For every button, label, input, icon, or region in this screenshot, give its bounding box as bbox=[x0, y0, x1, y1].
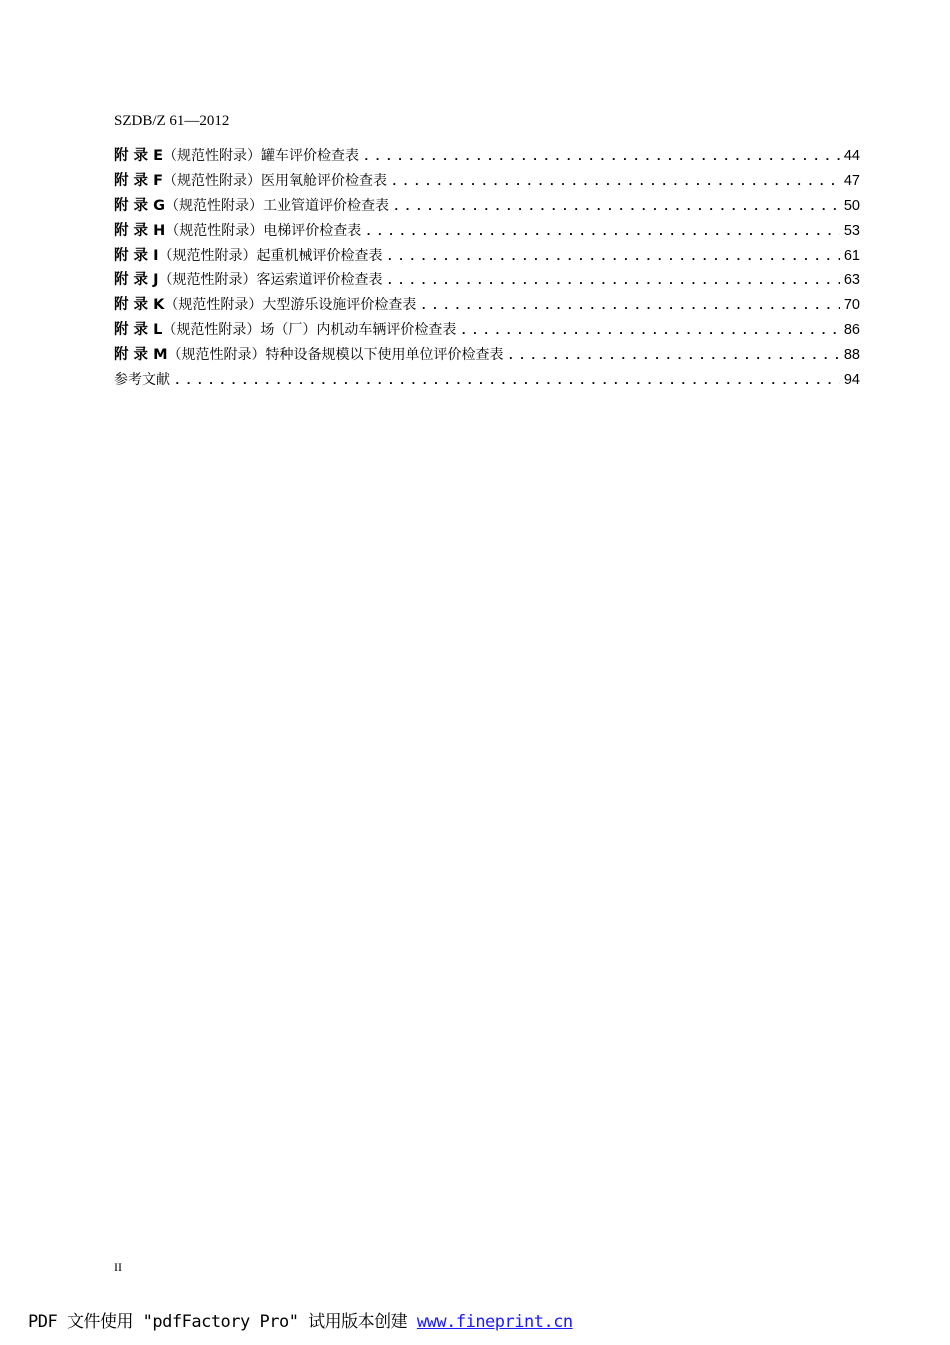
toc-entry-title: （规范性附录）客运索道评价检查表 bbox=[158, 272, 383, 289]
toc-entry-title: （规范性附录）场（厂）内机动车辆评价检查表 bbox=[162, 322, 457, 339]
dot-leader bbox=[393, 198, 840, 212]
dot-leader bbox=[174, 372, 840, 386]
watermark-link[interactable]: www.fineprint.cn bbox=[416, 1312, 573, 1332]
toc-entry[interactable] bbox=[114, 244, 860, 269]
toc-entry-page: 61 bbox=[843, 247, 860, 264]
toc-entry[interactable] bbox=[114, 293, 860, 318]
toc-entry-prefix: 附 录 M bbox=[114, 347, 168, 364]
toc-entry-title: （规范性附录）医用氧舱评价检查表 bbox=[163, 172, 388, 189]
toc-entry-prefix: 附 录 F bbox=[114, 172, 164, 189]
toc-entry-prefix: 附 录 H bbox=[114, 222, 166, 239]
table-of-contents bbox=[114, 144, 860, 393]
toc-entry-prefix: 附 录 L bbox=[114, 322, 163, 339]
page-number: II bbox=[114, 1260, 122, 1274]
pdf-watermark bbox=[28, 1307, 573, 1332]
toc-entry-page: 63 bbox=[843, 272, 860, 289]
dot-leader bbox=[508, 347, 840, 361]
watermark-text: PDF 文件使用 "pdfFactory Pro" 试用版本创建 bbox=[28, 1312, 417, 1332]
toc-entry[interactable] bbox=[114, 268, 860, 293]
toc-entry[interactable] bbox=[114, 194, 860, 219]
toc-entry-prefix: 附 录 I bbox=[114, 247, 159, 264]
dot-leader bbox=[387, 248, 840, 262]
dot-leader bbox=[391, 173, 840, 187]
dot-leader bbox=[365, 223, 840, 237]
toc-entry[interactable] bbox=[114, 318, 860, 343]
toc-entry[interactable] bbox=[114, 169, 860, 194]
toc-entry-title: 参考文献 bbox=[114, 372, 170, 389]
toc-entry-title: （规范性附录）工业管道评价检查表 bbox=[165, 197, 389, 214]
toc-entry-page: 86 bbox=[843, 322, 860, 339]
toc-entry-prefix: 附 录 J bbox=[114, 272, 159, 289]
document-code: SZDB/Z 61—2012 bbox=[114, 113, 230, 129]
toc-entry[interactable] bbox=[114, 219, 860, 244]
toc-entry-references[interactable] bbox=[114, 368, 860, 393]
dot-leader bbox=[460, 322, 840, 336]
toc-entry-page: 70 bbox=[843, 297, 860, 314]
toc-entry-page: 94 bbox=[843, 372, 860, 389]
toc-entry-title: （规范性附录）罐车评价检查表 bbox=[163, 148, 360, 164]
toc-entry-page: 88 bbox=[843, 347, 860, 364]
toc-entry-title: （规范性附录）电梯评价检查表 bbox=[165, 222, 362, 239]
toc-entry-page: 53 bbox=[843, 222, 860, 239]
toc-entry-page: 47 bbox=[843, 172, 860, 189]
toc-entry-title: （规范性附录）特种设备规模以下使用单位评价检查表 bbox=[167, 347, 504, 364]
toc-entry[interactable] bbox=[114, 343, 860, 368]
toc-entry-title: （规范性附录）大型游乐设施评价检查表 bbox=[164, 297, 417, 314]
toc-entry-prefix: 附 录 E bbox=[114, 148, 164, 164]
toc-entry-page: 44 bbox=[843, 148, 860, 164]
toc-entry[interactable] bbox=[114, 144, 860, 169]
toc-entry-title: （规范性附录）起重机械评价检查表 bbox=[158, 247, 383, 264]
toc-entry-page: 50 bbox=[843, 197, 860, 214]
dot-leader bbox=[420, 297, 840, 311]
dot-leader bbox=[387, 272, 840, 286]
dot-leader bbox=[363, 148, 840, 162]
toc-entry-prefix: 附 录 K bbox=[114, 297, 165, 314]
toc-entry-prefix: 附 录 G bbox=[114, 197, 165, 214]
